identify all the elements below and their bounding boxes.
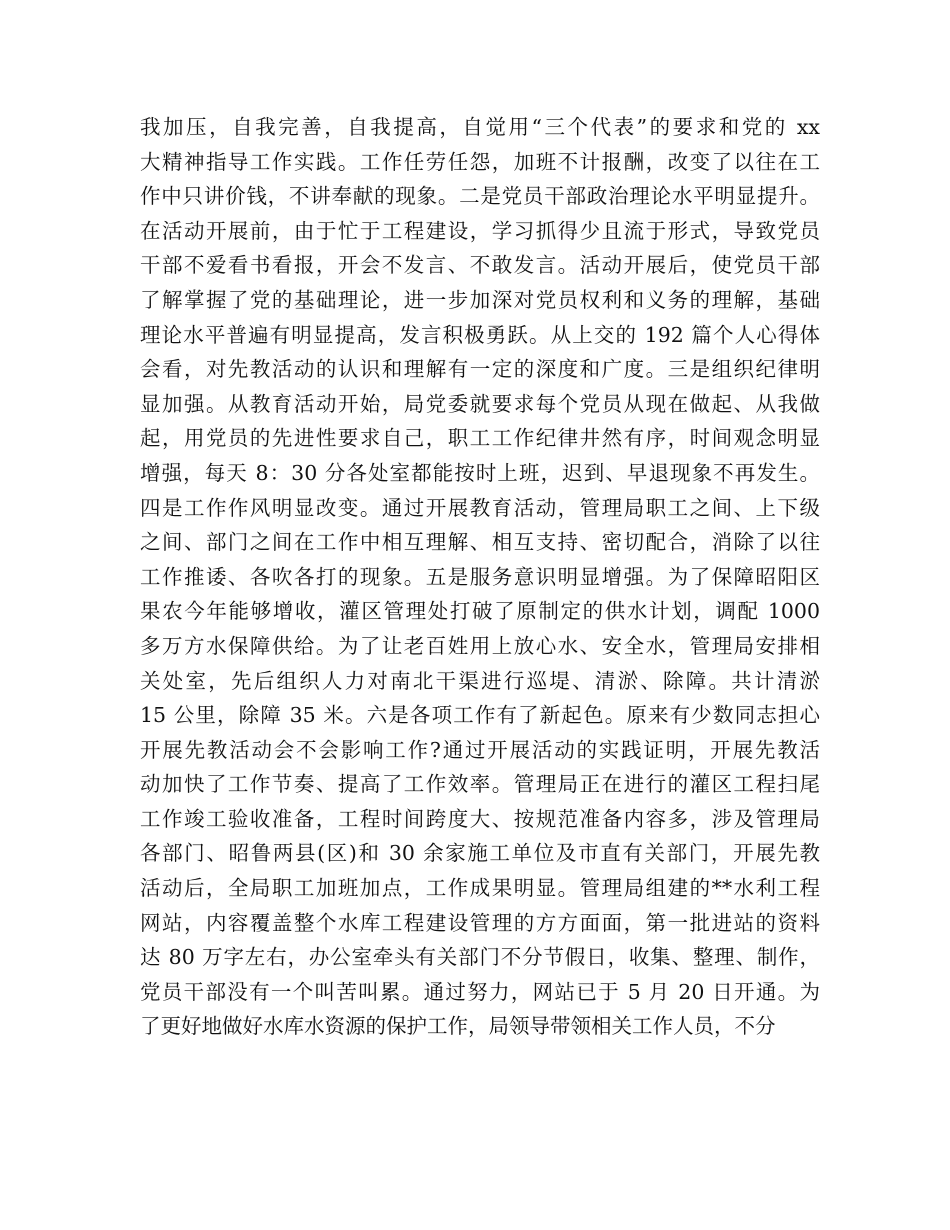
text-line: 了更好地做好水库水资源的保护工作，局领导带领相关工作人员，不分 <box>140 1014 776 1039</box>
text-line: 了解掌握了党的基础理论，进一步加深对党员权利和义务的理解，基础 <box>140 287 820 312</box>
text-line: 在活动开展前，由于忙于工程建设，学习抓得少且流于形式，导致党员 <box>140 218 820 243</box>
body-text <box>140 110 820 1044</box>
text-line: 关处室，先后组织人力对南北干渠进行巡堤、清淤、除障。共计清淤 <box>140 668 820 693</box>
text-line: 各部门、昭鲁两县(区)和 30 余家施工单位及市直有关部门，开展先教 <box>140 841 820 866</box>
text-line: 之间、部门之间在工作中相互理解、相互支持、密切配合，消除了以往 <box>140 530 820 555</box>
text-line: 四是工作作风明显改变。通过开展教育活动，管理局职工之间、上下级 <box>140 495 820 520</box>
text-line: 活动后，全局职工加班加点，工作成果明显。管理局组建的**水利工程 <box>140 876 820 901</box>
text-line: 开展先教活动会不会影响工作?通过开展活动的实践证明，开展先教活 <box>140 737 820 762</box>
text-line: 我加压，自我完善，自我提高，自觉用“三个代表”的要求和党的 xx <box>140 115 820 139</box>
text-line: 大精神指导工作实践。工作任劳任怨，加班不计报酬，改变了以往在工 <box>140 149 820 174</box>
text-line: 果农今年能够增收，灌区管理处打破了原制定的供水计划，调配 1000 <box>140 599 820 624</box>
text-line: 网站，内容覆盖整个水库工程建设管理的方方面面，第一批进站的资料 <box>140 910 820 935</box>
text-line: 理论水平普遍有明显提高，发言积极勇跃。从上交的 192 篇个人心得体 <box>140 322 820 347</box>
text-line: 会看，对先教活动的认识和理解有一定的深度和广度。三是组织纪律明 <box>140 357 820 382</box>
text-line: 起，用党员的先进性要求自己，职工工作纪律井然有序，时间观念明显 <box>140 426 820 451</box>
text-line: 增强，每天 8：30 分各处室都能按时上班，迟到、早退现象不再发生。 <box>140 460 820 485</box>
text-line: 工作竣工验收准备，工程时间跨度大、按规范准备内容多，涉及管理局 <box>140 806 820 831</box>
text-line: 作中只讲价钱，不讲奉献的现象。二是党员干部政治理论水平明显提升。 <box>140 184 820 209</box>
text-line: 达 80 万字左右，办公室牵头有关部门不分节假日，收集、整理、制作， <box>140 945 820 970</box>
text-line: 多万方水保障供给。为了让老百姓用上放心水、安全水，管理局安排相 <box>140 633 820 658</box>
text-line: 动加快了工作节奏、提高了工作效率。管理局正在进行的灌区工程扫尾 <box>140 772 820 797</box>
text-line: 干部不爱看书看报，开会不发言、不敢发言。活动开展后，使党员干部 <box>140 253 820 278</box>
text-line: 显加强。从教育活动开始，局党委就要求每个党员从现在做起、从我做 <box>140 391 820 416</box>
text-line: 工作推诿、各吹各打的现象。五是服务意识明显增强。为了保障昭阳区 <box>140 564 820 589</box>
text-line: 15 公里，除障 35 米。六是各项工作有了新起色。原来有少数同志担心 <box>140 703 820 728</box>
text-line: 党员干部没有一个叫苦叫累。通过努力，网站已于 5 月 20 日开通。为 <box>140 979 820 1004</box>
